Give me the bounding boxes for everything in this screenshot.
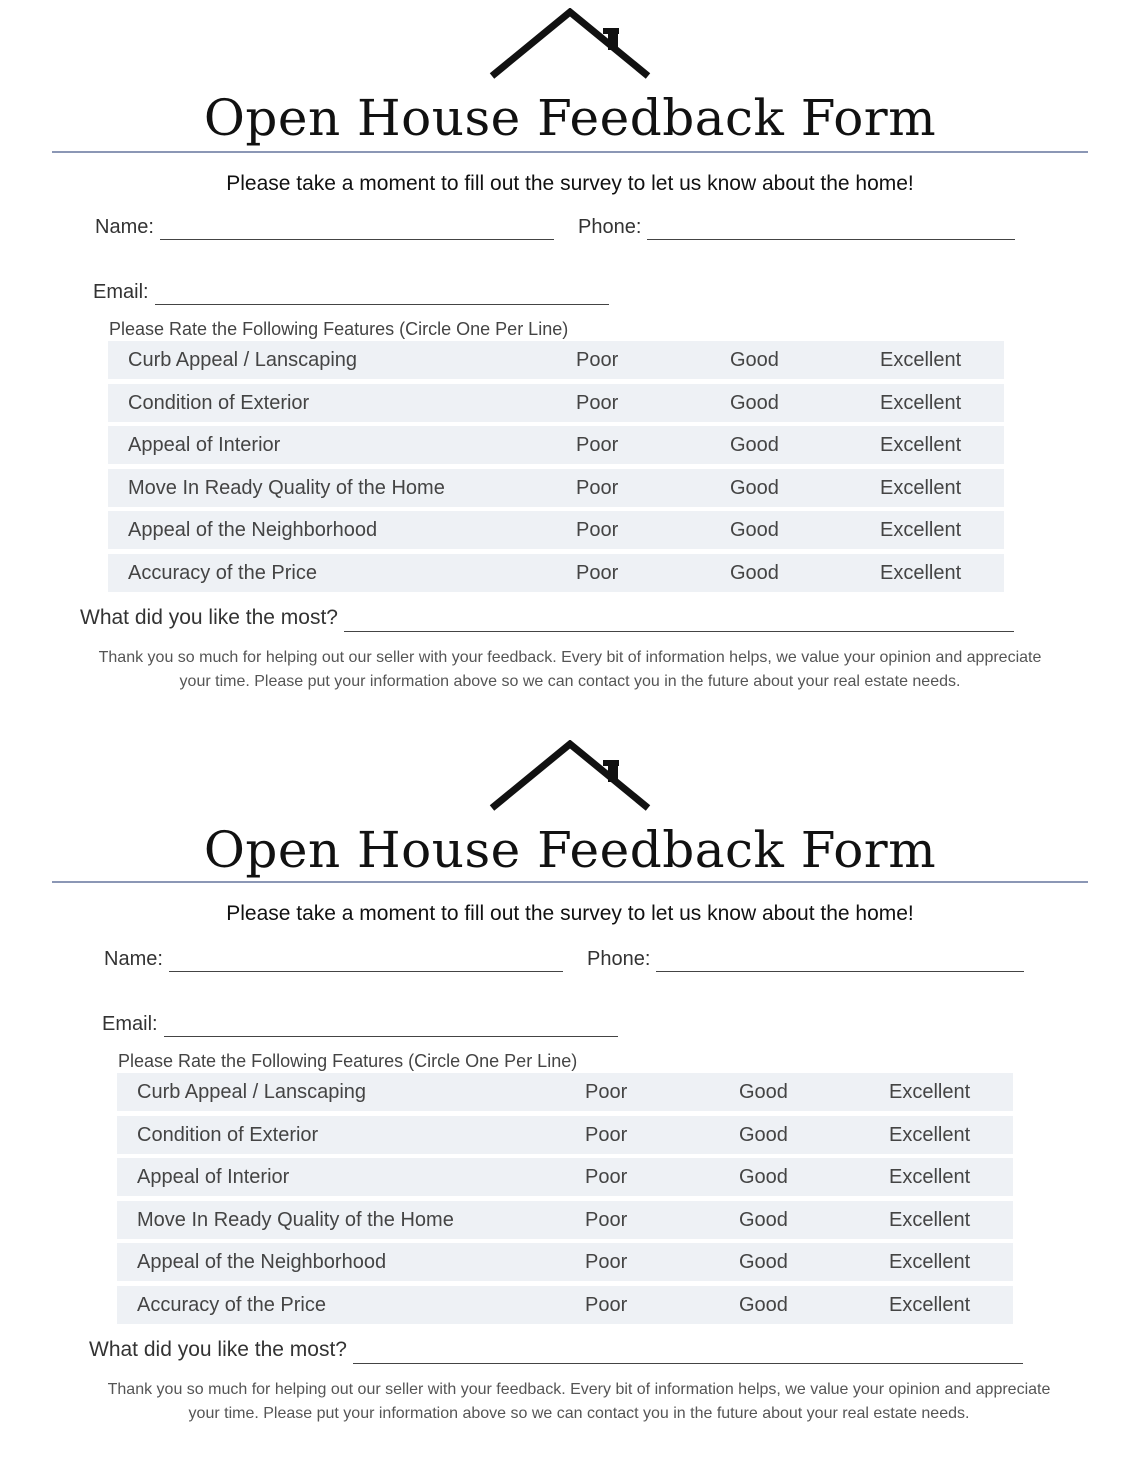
option-poor[interactable]: Poor xyxy=(585,1208,628,1231)
feature-label: Move In Ready Quality of the Home xyxy=(137,1208,454,1231)
rating-row xyxy=(117,1286,1013,1324)
option-poor[interactable]: Poor xyxy=(585,1293,628,1316)
option-poor[interactable]: Poor xyxy=(576,434,619,456)
option-poor[interactable]: Poor xyxy=(585,1166,628,1188)
liked-most-input-line[interactable] xyxy=(344,609,1014,632)
rating-row xyxy=(108,469,1004,507)
title-divider xyxy=(52,151,1088,153)
option-poor[interactable]: Poor xyxy=(585,1251,628,1273)
option-poor[interactable]: Poor xyxy=(576,561,619,584)
thank-you-text: Thank you so much for helping out our seller with your feedback. Every bit of information helps, we value your opinion and appreciate your time. Please put your information above so we can contact you in the future about your real estate needs. xyxy=(107,1381,1051,1422)
option-poor[interactable]: Poor xyxy=(576,391,619,414)
option-excellent[interactable]: Excellent xyxy=(880,434,962,456)
email-field[interactable] xyxy=(102,1011,618,1037)
name-input-line[interactable] xyxy=(169,951,563,972)
rating-heading: Please Rate the Following Features (Circle One Per Line) xyxy=(109,319,569,339)
liked-most-input-line[interactable] xyxy=(353,1341,1023,1364)
email-input-line[interactable] xyxy=(164,1016,618,1037)
name-field[interactable] xyxy=(95,214,554,240)
liked-most-label: What did you like the most? xyxy=(80,606,338,629)
option-good[interactable]: Good xyxy=(739,1251,788,1273)
rating-row xyxy=(117,1116,1013,1154)
option-good[interactable]: Good xyxy=(739,1123,788,1146)
feature-label: Appeal of Interior xyxy=(128,434,281,456)
feedback-form-2 xyxy=(0,732,1140,1464)
option-excellent[interactable]: Excellent xyxy=(880,561,962,584)
option-good[interactable]: Good xyxy=(739,1166,788,1188)
form-title: Open House Feedback Form xyxy=(203,821,937,879)
rating-heading: Please Rate the Following Features (Circle One Per Line) xyxy=(118,1051,578,1071)
phone-field[interactable] xyxy=(578,214,1015,240)
liked-most-label: What did you like the most? xyxy=(89,1338,347,1361)
form-title: Open House Feedback Form xyxy=(203,89,937,147)
option-poor[interactable]: Poor xyxy=(585,1123,628,1146)
feature-label: Accuracy of the Price xyxy=(137,1293,326,1316)
phone-input-line[interactable] xyxy=(656,951,1024,972)
name-field[interactable] xyxy=(104,946,563,972)
form-subtitle: Please take a moment to fill out the survey to let us know about the home! xyxy=(226,902,914,925)
email-field[interactable] xyxy=(93,279,609,305)
feedback-form-1 xyxy=(0,0,1140,732)
name-label: Name: xyxy=(95,216,154,238)
option-good[interactable]: Good xyxy=(730,349,779,371)
feature-label: Curb Appeal / Lanscaping xyxy=(128,349,358,371)
thank-you-text: Thank you so much for helping out our seller with your feedback. Every bit of information helps, we value your opinion and appreciate your time. Please put your information above so we can contact you in the future about your real estate needs. xyxy=(98,649,1042,690)
rating-table xyxy=(108,341,1004,596)
liked-most-field[interactable] xyxy=(80,604,1014,632)
phone-field[interactable] xyxy=(587,946,1024,972)
rating-row xyxy=(117,1158,1013,1196)
feature-label: Appeal of the Neighborhood xyxy=(137,1251,387,1273)
option-good[interactable]: Good xyxy=(730,519,779,541)
option-good[interactable]: Good xyxy=(739,1293,788,1316)
liked-most-field[interactable] xyxy=(89,1336,1023,1364)
house-roof-icon xyxy=(488,8,652,82)
rating-row xyxy=(108,384,1004,422)
email-label: Email: xyxy=(102,1013,158,1035)
option-excellent[interactable]: Excellent xyxy=(889,1293,971,1316)
option-poor[interactable]: Poor xyxy=(576,476,619,499)
rating-row xyxy=(117,1201,1013,1239)
feature-label: Condition of Exterior xyxy=(137,1123,319,1146)
option-excellent[interactable]: Excellent xyxy=(880,519,962,541)
phone-label: Phone: xyxy=(587,948,651,970)
rating-row xyxy=(117,1243,1013,1281)
option-excellent[interactable]: Excellent xyxy=(889,1251,971,1273)
feature-label: Move In Ready Quality of the Home xyxy=(128,476,445,499)
house-roof-icon xyxy=(488,740,652,814)
rating-row xyxy=(117,1073,1013,1111)
rating-row xyxy=(108,511,1004,549)
rating-table xyxy=(117,1073,1013,1328)
option-good[interactable]: Good xyxy=(730,561,779,584)
phone-label: Phone: xyxy=(578,216,642,238)
option-good[interactable]: Good xyxy=(739,1081,788,1103)
option-excellent[interactable]: Excellent xyxy=(880,391,962,414)
option-good[interactable]: Good xyxy=(730,476,779,499)
phone-input-line[interactable] xyxy=(647,219,1015,240)
form-subtitle: Please take a moment to fill out the survey to let us know about the home! xyxy=(226,172,914,195)
option-good[interactable]: Good xyxy=(730,434,779,456)
option-excellent[interactable]: Excellent xyxy=(880,476,962,499)
rating-row xyxy=(108,554,1004,592)
title-divider xyxy=(52,881,1088,883)
option-good[interactable]: Good xyxy=(739,1208,788,1231)
option-excellent[interactable]: Excellent xyxy=(880,349,962,371)
rating-row xyxy=(108,341,1004,379)
option-excellent[interactable]: Excellent xyxy=(889,1166,971,1188)
option-poor[interactable]: Poor xyxy=(585,1081,628,1103)
option-poor[interactable]: Poor xyxy=(576,349,619,371)
email-input-line[interactable] xyxy=(155,284,609,305)
feature-label: Accuracy of the Price xyxy=(128,561,317,584)
name-label: Name: xyxy=(104,948,163,970)
feature-label: Condition of Exterior xyxy=(128,391,310,414)
option-excellent[interactable]: Excellent xyxy=(889,1081,971,1103)
feature-label: Appeal of Interior xyxy=(137,1166,290,1188)
option-excellent[interactable]: Excellent xyxy=(889,1123,971,1146)
name-input-line[interactable] xyxy=(160,219,554,240)
option-excellent[interactable]: Excellent xyxy=(889,1208,971,1231)
rating-row xyxy=(108,426,1004,464)
option-poor[interactable]: Poor xyxy=(576,519,619,541)
option-good[interactable]: Good xyxy=(730,391,779,414)
email-label: Email: xyxy=(93,281,149,303)
feature-label: Appeal of the Neighborhood xyxy=(128,519,378,541)
feature-label: Curb Appeal / Lanscaping xyxy=(137,1081,367,1103)
